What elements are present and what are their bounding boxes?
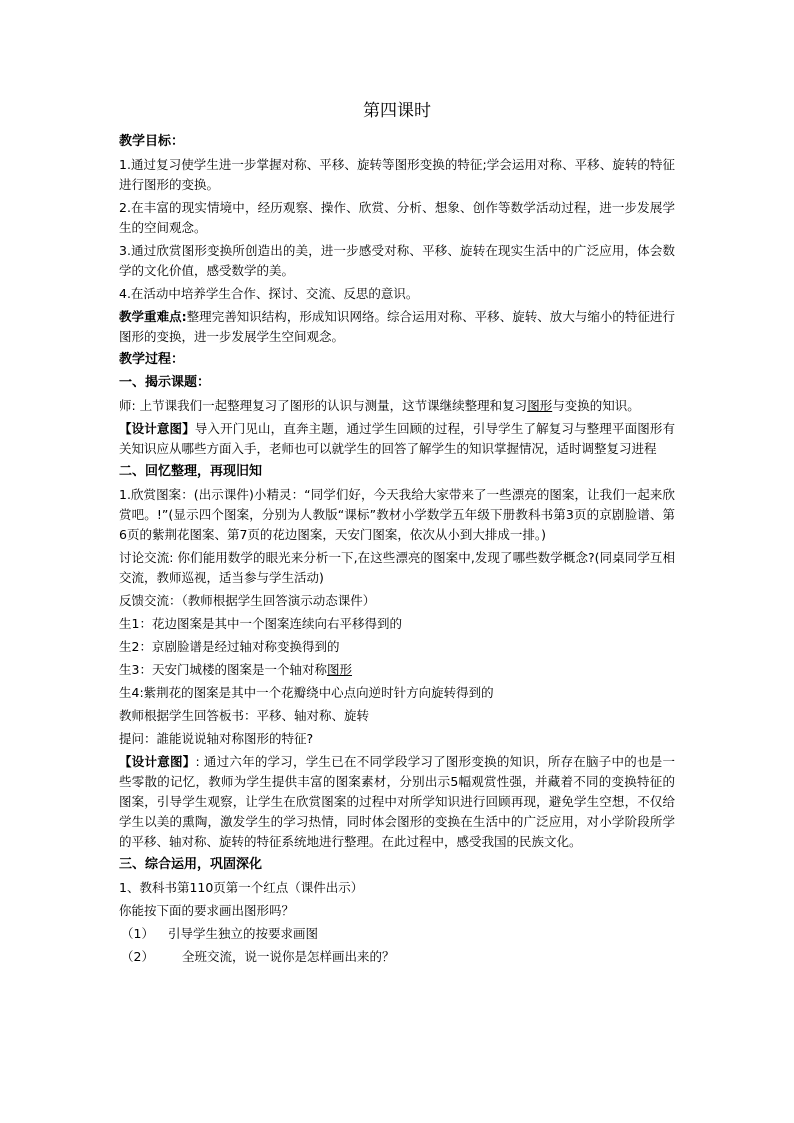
section2-board-note: 教师根据学生回答板书：平移、轴对称、旋转	[119, 708, 370, 723]
section3-list-item-1	[119, 924, 675, 944]
document-page	[119, 96, 675, 970]
section2-design-text: : 通过六年的学习，学生已在不同学段学习了图形变换的知识，所存在脑子中的也是一些零散的记忆，教师为学生提供丰富的图案素材，分别出示5幅观赏性强，并藏着不同的变换特征的图案，引导学生观察，让学生在欣赏图案的过程中对所学知识进行回顾再现，避免学生空想，不仅给学生以美的熏陶，激发学生的学习热情，同时体会图形的变换在生活中的广泛应用，对小学阶段所学的平移、轴对称、旋转的特征系统地进行整理。在此过程中，感受我国的民族文化。	[119, 754, 675, 849]
section2-appreciate-paragraph: 1.欣赏图案：(出示课件)小精灵：“同学们好，今天我给大家带来了一些漂亮的图案，让我们一起来欣赏吧。!”(显示四个图案，分别为人教版“课标”教材小学数学五年级下册教科书第3页的京剧脸谱、第6页的紫荆花图案、第7页的花边图案，天安门图案，依次从小到大排成一排。)	[119, 487, 675, 542]
section2-question: 提问：誰能说说轴对称图形的特征?	[119, 731, 314, 746]
section2-discussion-paragraph: 讨论交流: 你们能用数学的眼光来分析一下,在这些漂亮的图案中,发现了哪些数学概念?(同桌同学互相交流，教师巡视，适当参与学生活动)	[119, 550, 675, 585]
process-heading: 教学过程：	[119, 352, 185, 367]
key-points-text: 整理完善知识结构，形成知识网络。综合运用对称、平移、旋转、放大与缩小的特征进行图形的变换，进一步发展学生空间观念。	[119, 309, 675, 344]
section1-teacher-text-end: 与变换的知识。	[552, 398, 640, 413]
section2-student-3	[119, 660, 675, 680]
section1-teacher-paragraph	[119, 396, 675, 416]
section1-design-paragraph	[119, 419, 675, 459]
section3-heading: 三、综合运用，巩固深化	[119, 857, 263, 872]
page-title: 第四课时	[363, 101, 431, 121]
objective-item-1: 1.通过复习使学生进一步掌握对称、平移、旋转等图形变换的特征;学会运用对称、平移、旋转的特征进行图形的变换。	[119, 157, 675, 192]
section3-question-paragraph: 你能按下面的要求画出图形吗？	[119, 903, 295, 918]
section2-student-1: 生1：花边图案是其中一个图案连续向右平移得到的	[119, 616, 402, 631]
section2-design-paragraph	[119, 752, 675, 852]
section2-student-2: 生2：京剧脸谱是经过轴对称变换得到的	[119, 639, 340, 654]
key-points-label: 教学重难点:	[119, 309, 187, 324]
section3-list-item-2-number: （2）	[121, 949, 154, 964]
section2-design-label: 【设计意图】	[119, 754, 196, 769]
section3-textbook-paragraph: 1、教科书第110页第一个红点（课件出示）	[119, 880, 364, 895]
key-points-paragraph	[119, 307, 675, 347]
section2-feedback-paragraph: 反馈交流：（教师根据学生回答演示动态课件）	[119, 593, 376, 608]
objectives-heading: 教学目标：	[119, 134, 185, 149]
section3-list-item-1-number: （1）	[121, 926, 154, 941]
section3-list-item-2-text: 全班交流，说一说你是怎样画出来的？	[181, 949, 395, 964]
section1-teacher-text: 师: 上节课我们一起整理复习了图形的认识与测量，这节课继续整理和复习	[119, 398, 528, 413]
section3-list-item-1-text: 引导学生独立的按要求画图	[167, 926, 318, 941]
section3-list-item-2	[119, 947, 675, 967]
objective-item-3: 3.通过欣赏图形变换所创造出的美，进一步感受对称、平移、旋转在现实生活中的广泛应用，体会数学的文化价值，感受数学的美。	[119, 243, 675, 278]
objective-item-4: 4.在活动中培养学生合作、探讨、交流、反思的意识。	[119, 286, 419, 301]
section1-design-label: 【设计意图】	[119, 421, 195, 436]
section2-student-4: 生4:紫荆花的图案是其中一个花瓣绕中心点向逆时针方向旋转得到的	[119, 685, 494, 700]
section1-design-text: 导入开门见山，直奔主题，通过学生回顾的过程，引导学生了解复习与整理平面图形有关知识应从哪些方面入手，老师也可以就学生的回答了解学生的知识掌握情况，适时调整复习进程	[119, 421, 675, 456]
section1-teacher-underlined: 图形	[527, 398, 553, 413]
section1-heading: 一、揭示课题：	[119, 375, 211, 390]
section2-heading: 二、回忆整理，再现旧知	[119, 464, 263, 479]
section2-student-3-underlined: 图形	[326, 662, 352, 677]
section2-student-3-text: 生3：天安门城楼的图案是一个轴对称	[119, 662, 327, 677]
objective-item-2: 2.在丰富的现实情境中，经历观察、操作、欣赏、分析、想象、创作等数学活动过程，进一步发展学生的空间观念。	[119, 200, 675, 235]
